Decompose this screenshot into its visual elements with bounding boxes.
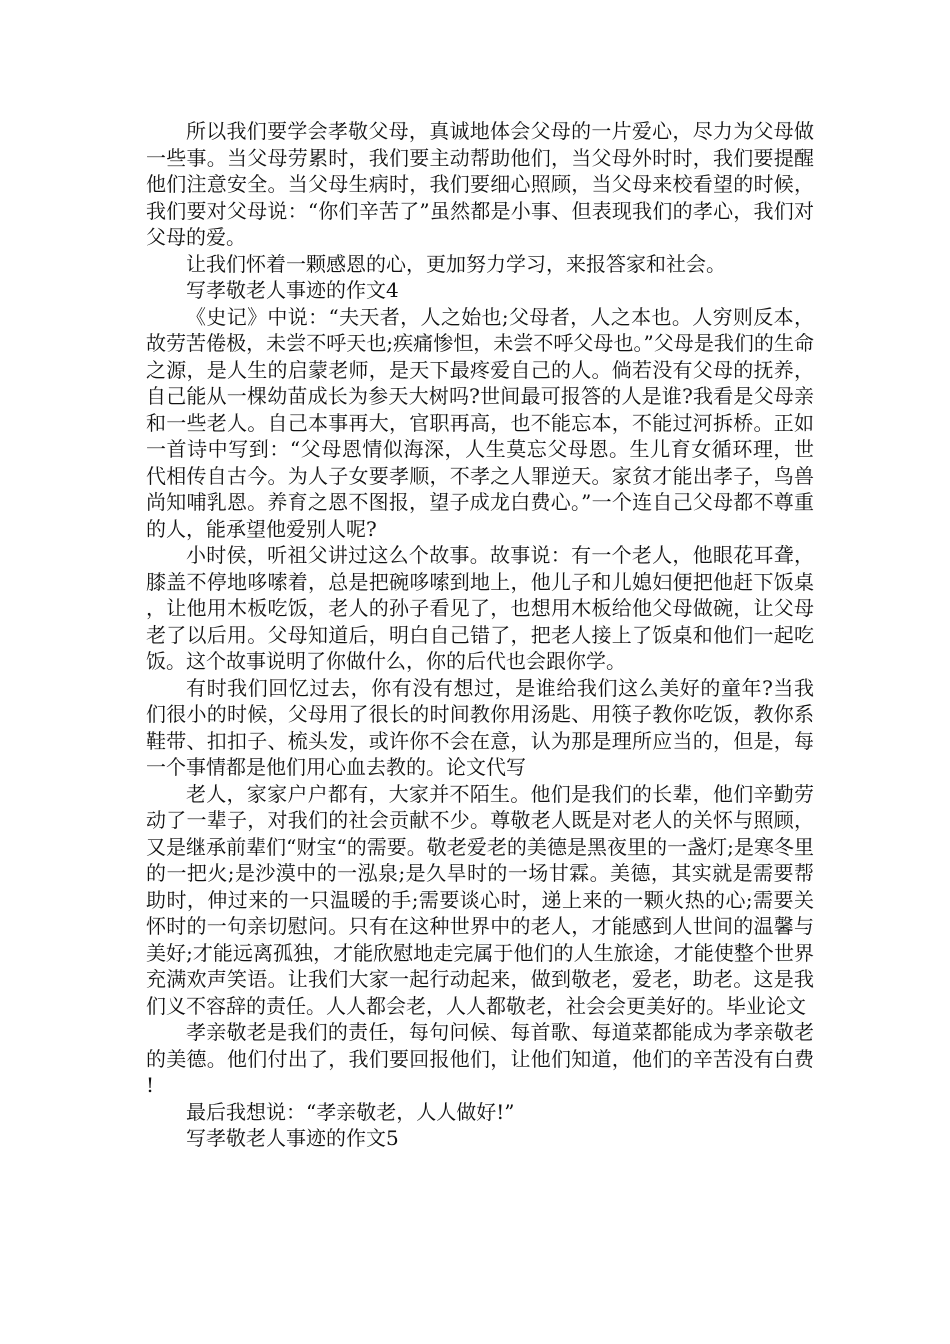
section-heading: 写孝敬老人事迹的作文5 [186,1126,399,1150]
document-body [146,118,814,1152]
paragraph: 小时侯，听祖父讲过这么个故事。故事说：有一个老人，他眼花耳聋，膝盖不停地哆嗦着，总是把碗哆嗦到地上，他儿子和儿媳妇便把他赶下饭桌，让他用木板吃饭，老人的孙子看见了，也想用木板给他父母做碗，让父母老了以后用。父母知道后，明白自己错了，把老人接上了饭桌和他们一起吃饭。这个故事说明了你做什么，你的后代也会跟你学。 [146,543,814,673]
paragraph: 让我们怀着一颗感恩的心，更加努力学习，来报答家和社会。 [186,251,726,276]
paragraph: 《史记》中说：“夫天者，人之始也;父母者，人之本也。人穷则反本，故劳苦倦极，未尝不呼天也;疾痛惨怛，未尝不呼父母也。”父母是我们的生命之源，是人生的启蒙老师，是天下最疼爱自己的人。倘若没有父母的抚养，自己能从一棵幼苗成长为参天大树吗?世间最可报答的人是谁?我看是父母亲和一些老人。自己本事再大，官职再高，也不能忘本，不能过河拆桥。正如一首诗中写到：“父母恩情似海深，人生莫忘父母恩。生儿育女循环理，世代相传自古今。为人子女要孝顺，不孝之人罪逆天。家贫才能出孝子，鸟兽尚知哺乳恩。养育之恩不图报，望子成龙白费心。”一个连自己父母都不尊重的人，能承望他爱别人呢? [146,304,814,541]
paragraph: 最后我想说：“孝亲敬老，人人做好!” [186,1099,515,1124]
paragraph: 有时我们回忆过去，你有没有想过，是谁给我们这么美好的童年?当我们很小的时候，父母用了很长的时间教你用汤匙、用筷子教你吃饭，教你系鞋带、扣扣子、梳头发，或许你不会在意，认为那是理所应当的，但是，每一个事情都是他们用心血去教的。论文代写 [146,675,814,779]
paragraph: 所以我们要学会孝敬父母，真诚地体会父母的一片爱心，尽力为父母做一些事。当父母劳累时，我们要主动帮助他们，当父母外时时，我们要提醒他们注意安全。当父母生病时，我们要细心照顾，当父母来校看望的时候，我们要对父母说：“你们辛苦了”虽然都是小事、但表现我们的孝心，我们对父母的爱。 [146,119,814,249]
section-heading: 写孝敬老人事迹的作文4 [186,278,399,302]
paragraph: 老人，家家户户都有，大家并不陌生。他们是我们的长辈，他们辛勤劳动了一辈子，对我们的社会贡献不少。尊敬老人既是对老人的关怀与照顾，又是继承前辈们“财宝“的需要。敬老爱老的美德是黑夜里的一盏灯;是寒冬里的一把火;是沙漠中的一泓泉;是久旱时的一场甘霖。美德，其实就是需要帮助时，伸过来的一只温暖的手;需要谈心时，递上来的一颗火热的心;需要关怀时的一句亲切慰问。只有在这种世界中的老人，才能感到人世间的温馨与美好;才能远离孤独，才能欣慰地走完属于他们的人生旅途，才能使整个世界充满欢声笑语。让我们大家一起行动起来，做到敬老，爱老，助老。这是我们义不容辞的责任。人人都会老，人人都敬老，社会会更美好的。毕业论文 [146,781,814,1018]
paragraph: 孝亲敬老是我们的责任，每句问候、每首歌、每道菜都能成为孝亲敬老的美德。他们付出了，我们要回报他们，让他们知道，他们的辛苦没有白费! [146,1020,814,1097]
